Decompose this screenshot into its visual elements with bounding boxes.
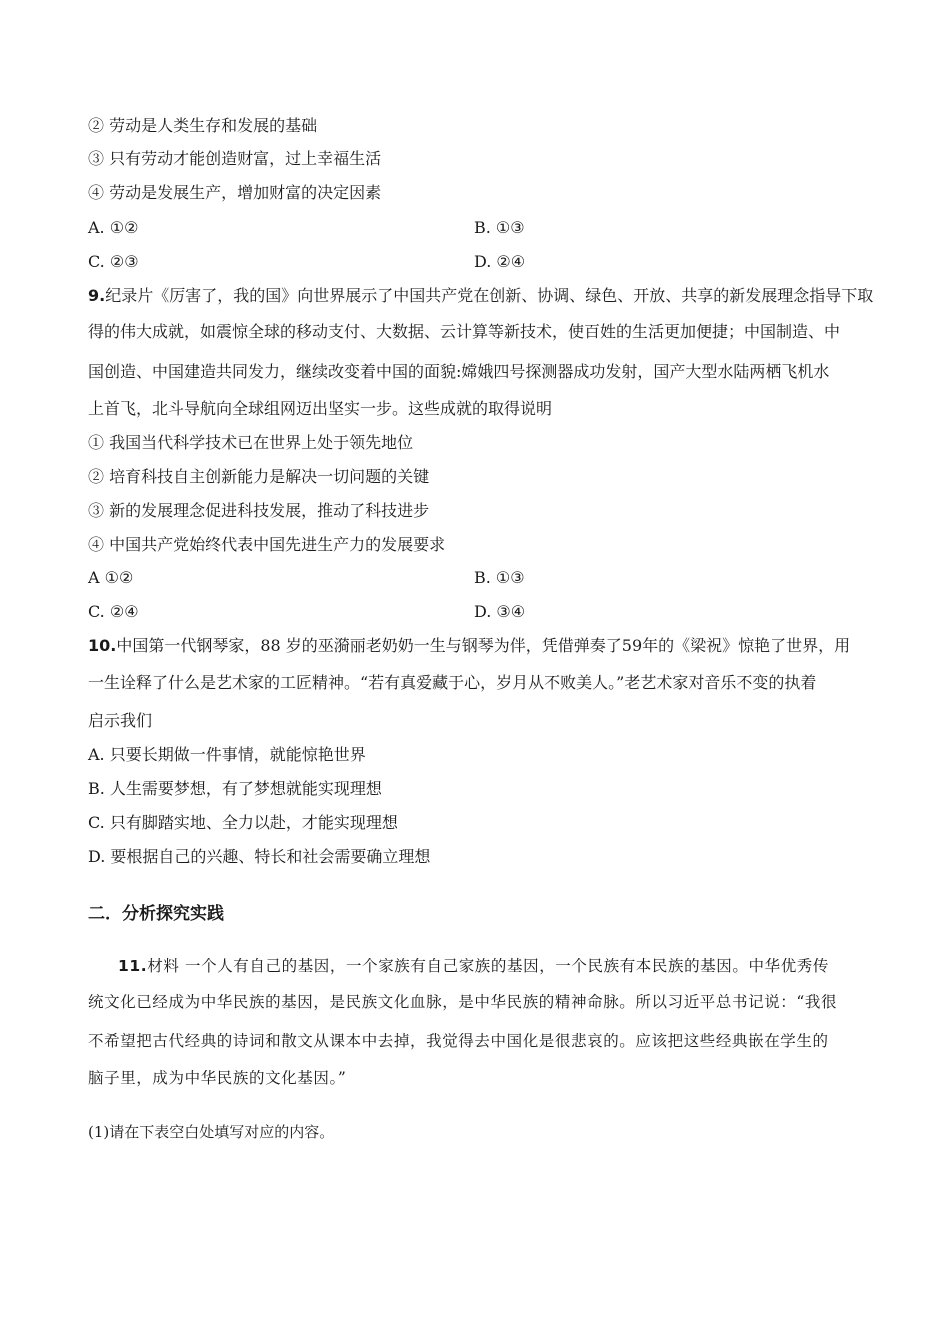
q9-stem-line-2: 得的伟大成就，如震惊全球的移动支付、大数据、云计算等新技术，使百姓的生活更加便捷；中国制造、中 — [88, 322, 841, 341]
q11-number: 11. — [118, 957, 148, 975]
q10-stem-line-2: 一生诠释了什么是艺术家的工匠精神。“若有真爱藏于心，岁月从不败美人。”老艺术家对音乐不变的执着 — [88, 673, 817, 692]
q8-item-2: ② 劳动是人类生存和发展的基础 — [88, 116, 318, 135]
q9-stem-line-1 — [88, 286, 873, 306]
section-title: 二．分析探究实践 — [88, 904, 224, 924]
q9-stem-line-4: 上首飞，北斗导航向全球组网迈出坚实一步。这些成就的取得说明 — [88, 399, 553, 418]
q8-option-c[interactable]: C. ②③ — [88, 252, 139, 271]
q9-item-2: ② 培育科技自主创新能力是解决一切问题的关键 — [88, 467, 430, 486]
q11-material-line-3: 不希望把古代经典的诗词和散文从课本中去掉，我觉得去中国化是很悲哀的。应该把这些经典嵌在学生的 — [88, 1032, 829, 1050]
q11-material-line-2: 统文化已经成为中华民族的基因，是民族文化血脉，是中华民族的精神命脉。所以习近平总书记说：“我很 — [88, 993, 838, 1011]
q9-option-b[interactable]: B. ①③ — [474, 568, 525, 587]
q9-number: 9. — [88, 286, 106, 305]
q8-item-3: ③ 只有劳动才能创造财富，过上幸福生活 — [88, 149, 382, 168]
q8-option-b[interactable]: B. ①③ — [474, 218, 525, 237]
q10-option-d[interactable]: D. 要根据自己的兴趣、特长和社会需要确立理想 — [88, 847, 431, 866]
q9-stem-text-1: 纪录片《厉害了，我的国》向世界展示了中国共产党在创新、协调、绿色、开放、共享的新发展理念指导下取 — [105, 286, 874, 305]
q9-option-c[interactable]: C. ②④ — [88, 602, 139, 621]
q9-option-a[interactable]: A ①② — [88, 568, 134, 587]
q10-number: 10. — [88, 636, 117, 655]
q9-item-4: ④ 中国共产党始终代表中国先进生产力的发展要求 — [88, 535, 446, 554]
q11-material-line-4: 脑子里，成为中华民族的文化基因。” — [88, 1069, 347, 1087]
q11-material-line-1 — [118, 956, 829, 976]
q11-material-text-1: 材料 一个人有自己的基因，一个家族有自己家族的基因，一个民族有本民族的基因。中华优秀传 — [147, 957, 829, 975]
q10-stem-line-3: 启示我们 — [88, 711, 153, 730]
q8-option-a[interactable]: A. ①② — [88, 218, 139, 237]
q10-stem-line-1 — [88, 636, 850, 656]
q10-option-a[interactable]: A. 只要长期做一件事情，就能惊艳世界 — [88, 745, 366, 764]
q9-item-3: ③ 新的发展理念促进科技发展，推动了科技进步 — [88, 501, 430, 520]
q9-option-d[interactable]: D. ③④ — [474, 602, 526, 621]
q10-stem-text-1: 中国第一代钢琴家，88 岁的巫漪丽老奶奶一生与钢琴为伴，凭借弹奏了59年的《梁祝》惊艳了世界，用 — [116, 636, 851, 655]
q9-item-1: ① 我国当代科学技术已在世界上处于领先地位 — [88, 433, 414, 452]
q8-option-d[interactable]: D. ②④ — [474, 252, 526, 271]
q10-option-b[interactable]: B. 人生需要梦想，有了梦想就能实现理想 — [88, 779, 382, 798]
q8-item-4: ④ 劳动是发展生产，增加财富的决定因素 — [88, 183, 382, 202]
q9-stem-line-3: 国创造、中国建造共同发力，继续改变着中国的面貌:嫦娥四号探测器成功发射，国产大型水陆两栖飞机水 — [88, 362, 830, 381]
q10-option-c[interactable]: C. 只有脚踏实地、全力以赴，才能实现理想 — [88, 813, 398, 832]
q11-subquestion-1: (1)请在下表空白处填写对应的内容。 — [88, 1123, 335, 1141]
